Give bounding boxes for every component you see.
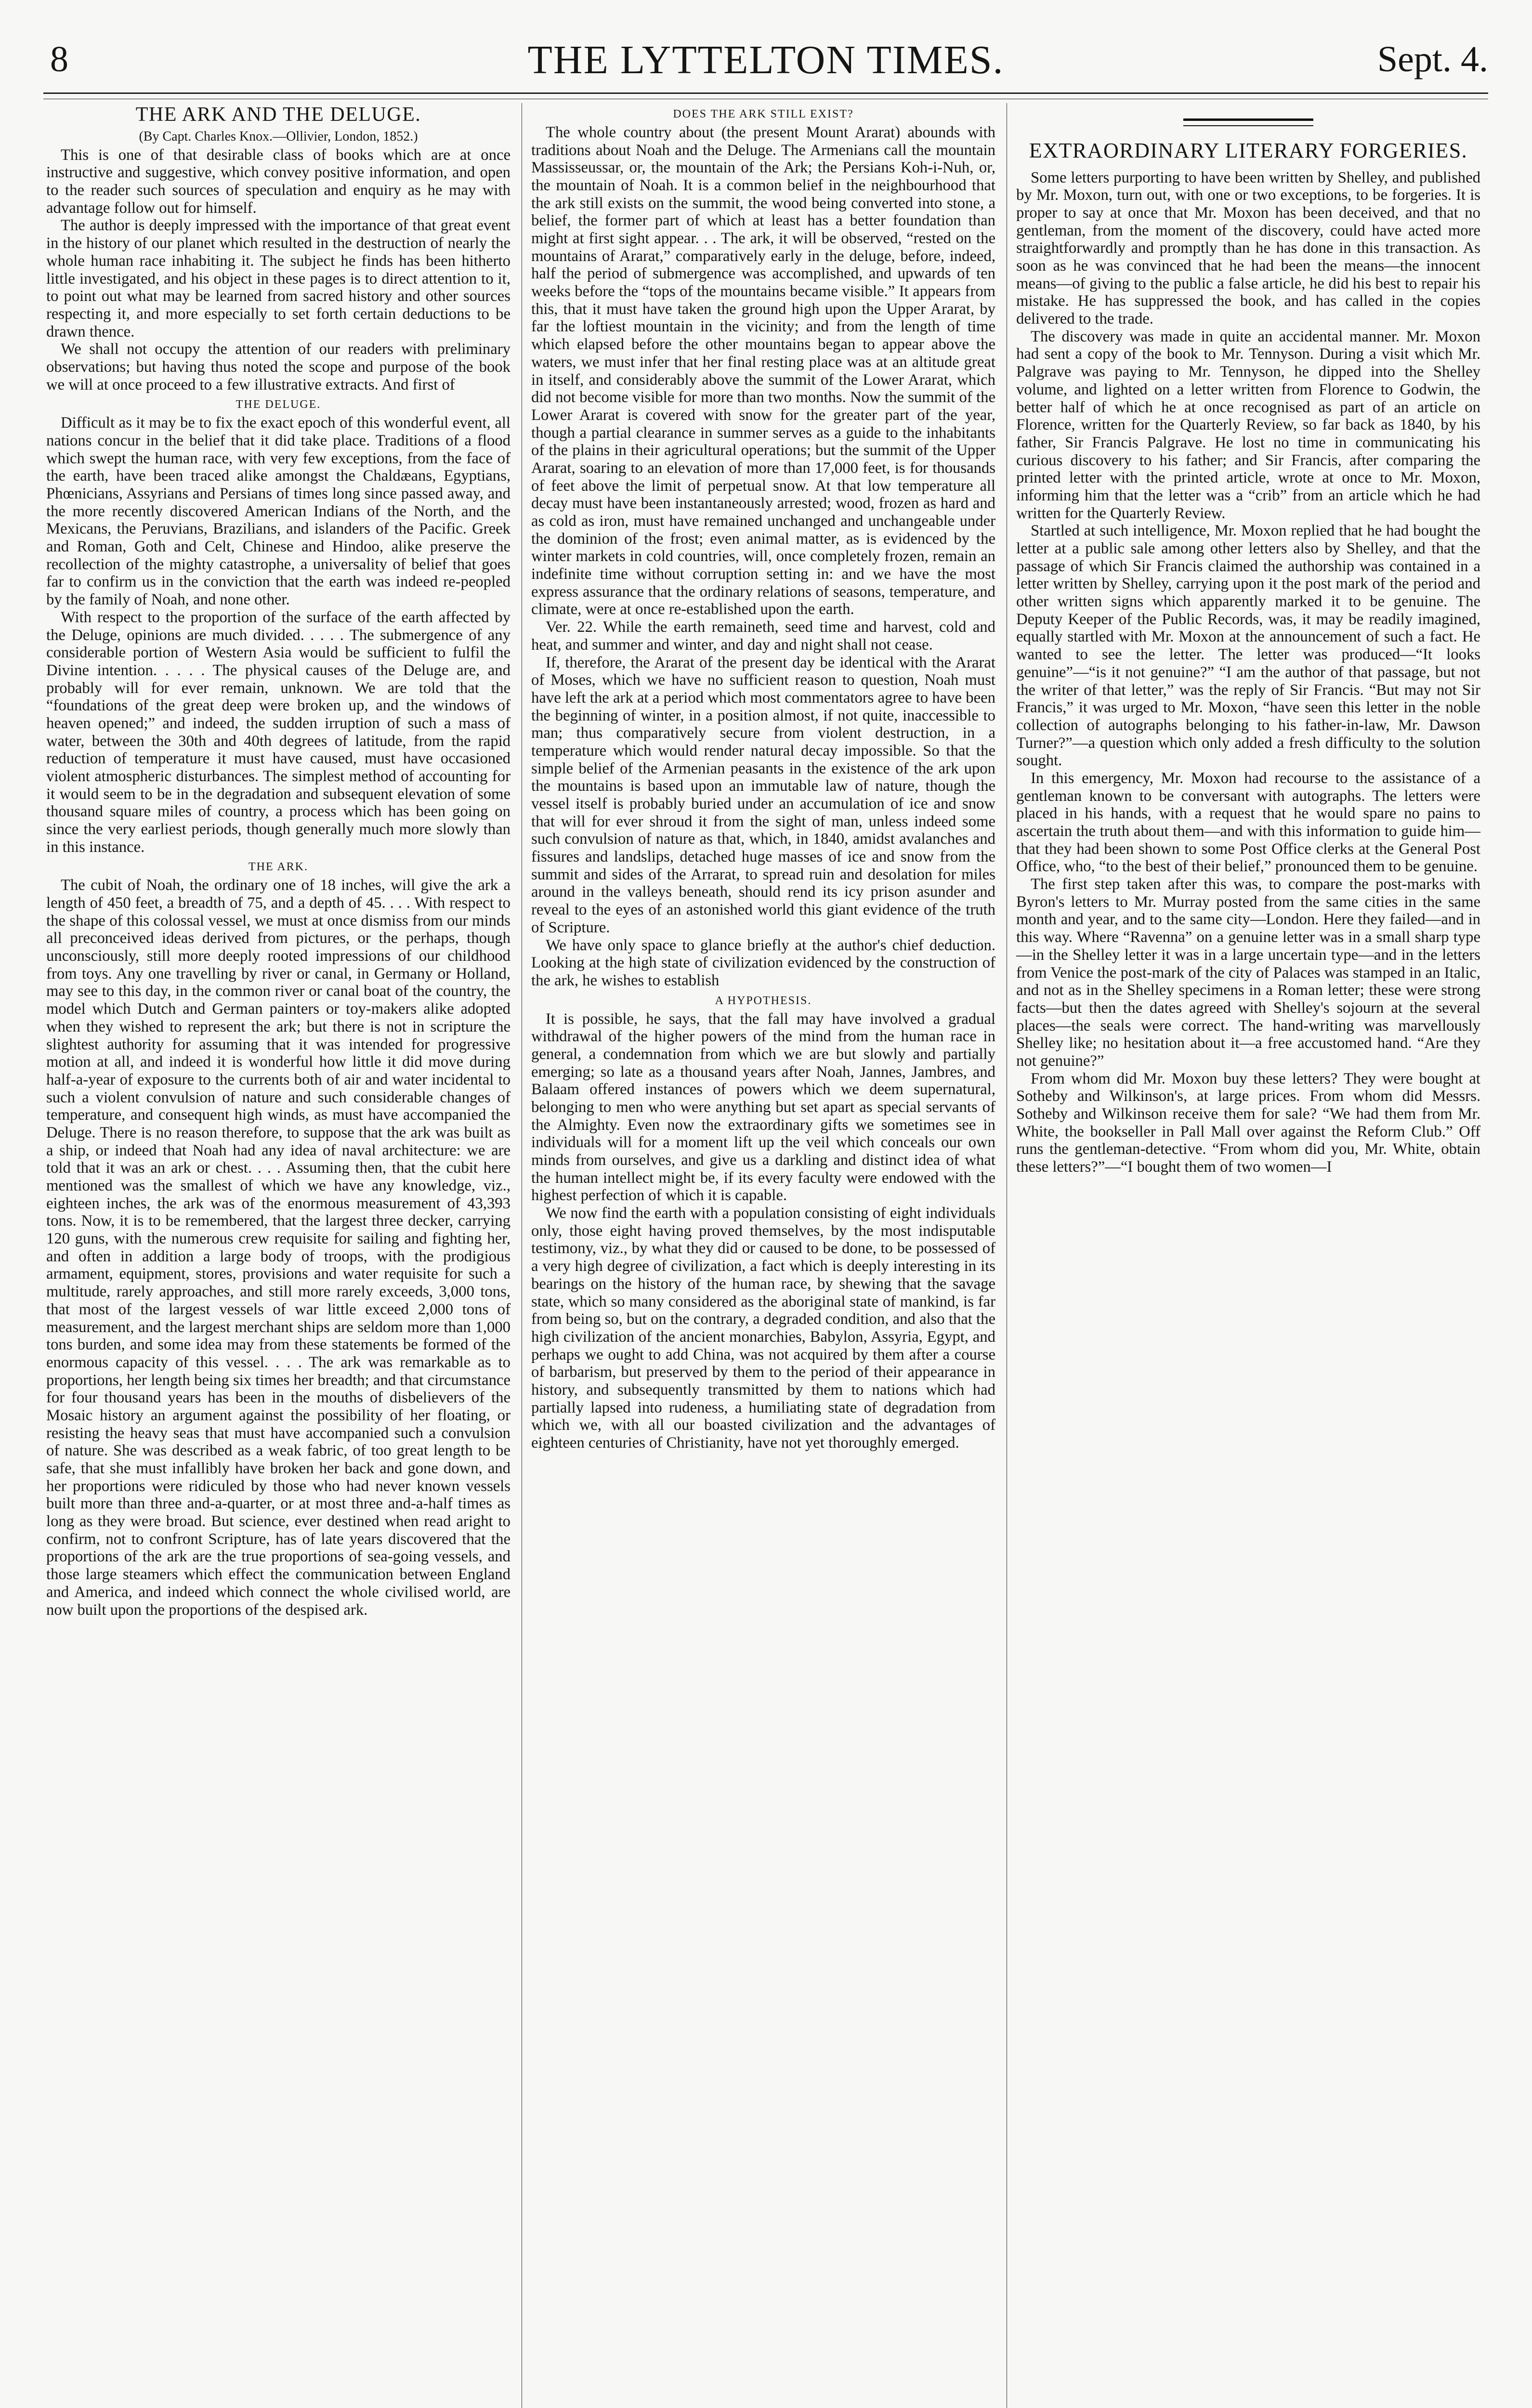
article-title: EXTRAORDINARY LITERARY FORGERIES.: [1029, 139, 1468, 162]
masthead-rule: [43, 92, 1488, 99]
paragraph: The author is deeply impressed with the importance of that great event in the history of our planet which resulted in the destruction of nearly the whole human race inhabiting it. The subject he finds has been hitherto little investigated, and his object in these pages is to direct attention to it, to point out what may be learned from sacred history and other sources respecting it, and more especially to set forth certain deductions to be drawn thence.: [46, 217, 511, 340]
section-heading: A HYPOTHESIS.: [715, 994, 812, 1007]
column-3: [1016, 103, 1480, 1176]
paragraph: With respect to the proportion of the surface of the earth affected by the Deluge, opinions are much divided. . . . . The submergence of any considerable portion of Western Asia would be sufficient to fulfil the Divine intention. . . . . The physical causes of the Deluge are, and probably will for ever remain, unknown. We are told that the “foundations of the great deep were broken up, and the windows of heaven opened;” and indeed, the sudden irruption of such a mass of water, between the 30th and 40th degrees of latitude, from the rapid reduction of temperature it must have caused, must have occasioned violent atmospheric disturbances. The simplest method of accounting for it would seem to be in the degradation and subsequent elevation of some thousand square miles of country, a process which has been going on since the very earliest periods, though generally much more slowly than in this instance.: [46, 608, 511, 856]
article-title: THE ARK AND THE DELUGE.: [135, 104, 421, 126]
column-1: [46, 103, 511, 1619]
newspaper-title: THE LYTTELTON TIMES.: [527, 38, 1004, 82]
paragraph: The first step taken after this was, to compare the post-marks with Byron's letters to Mr. Murray posted from the same cities in the same month and year, and to the same city—London. Here they failed—and in this way. Where “Ravenna” on a genuine letter was in a small sharp type—in the Shelley letter it was in a large uncertain type—and in the letters from Venice the post-mark of the city of Palaces was stamped in an Italic, and not as in the Shelley specimens in a Roman letter; these were strong facts—but then the dates agreed with Shelley's sojourn at the several places—the seals were correct. The hand-writing was marvellously Shelley like; no hesitation about it—a free accustomed hand. “Are they not genuine?”: [1016, 876, 1480, 1070]
paragraph: This is one of that desirable class of books which are at once instructive and suggestive, which convey positive information, and open to the reader such sources of speculation and enquiry as he may with advantage follow out for himself.: [46, 146, 511, 217]
paragraph: We have only space to glance briefly at the author's chief deduction. Looking at the high state of civilization evidenced by the construction of the ark, he wishes to establish: [531, 936, 995, 989]
paragraph: From whom did Mr. Moxon buy these letters? They were bought at Sotheby and Wilkinson's, at large prices. From whom did Messrs. Sotheby and Wilkinson receive them for sale? “We had them from Mr. White, the bookseller in Pall Mall over against the Reform Club.” Off runs the gentleman-detective. “From whom did you, Mr. White, obtain these letters?”—“I bought them of two women—I: [1016, 1070, 1480, 1176]
paragraph: Startled at such intelligence, Mr. Moxon replied that he had bought the letter at a public sale among other letters also by Shelley, and that the passage of which Sir Francis claimed the authorship was contained in a letter written by Shelley, carrying upon it the post mark of the period and other written signs which apparently marked it to be genuine. The Deputy Keeper of the Public Records, was, it may be readily imagined, equally startled with Mr. Moxon at the announcement of such a fact. He wanted to see the letter. The letter was produced—“It looks genuine”—“is it not genuine?” “I am the author of that passage, but not the writer of that letter,” was the reply of Sir Francis. “But may not Sir Francis,” it was urged to Mr. Moxon, “have seen this letter in the noble collection of autographs belonging to his father-in-law, Mr. Dawson Turner?”—a question which only added a fresh difficulty to the solution sought.: [1016, 522, 1480, 770]
paragraph: Some letters purporting to have been written by Shelley, and published by Mr. Moxon, turn out, with one or two exceptions, to be forgeries. It is proper to say at once that Mr. Moxon has been deceived, and that no gentleman, from the moment of the discovery, could have acted more straightforwardly and promptly than he has done in this transaction. As soon as he was convinced that he had been the means—the innocent means—of giving to the public a false article, he did his best to repair his mistake. He has suppressed the book, and has called in the copies delivered to the trade.: [1016, 169, 1480, 328]
paragraph: If, therefore, the Ararat of the present day be identical with the Ararat of Moses, which we have no sufficient reason to question, Noah must have left the ark at a period which most commentators agree to have been the beginning of winter, in a position almost, if not quite, inaccessible to man; thus comparatively secure from violent destruction, in a temperature which would render natural decay impossible. So that the simple belief of the Armenian peasants in the existence of the ark upon the mountains is based upon an immutable law of nature, though the vessel itself is probably buried under an accumulation of ice and snow that will for ever shroud it from the sight of man, unless indeed some such convulsion of nature as that, which, in 1840, amidst avalanches and fissures and landslips, detached huge masses of ice and snow from the summit and sides of the Arrarat, to spread ruin and desolation for miles around in the valleys beneath, should rend its icy prison asunder and reveal to the eyes of an astonished world this giant evidence of the truth of Scripture.: [531, 654, 995, 936]
paragraph: In this emergency, Mr. Moxon had recourse to the assistance of a gentleman known to be conversant with autographs. The letters were placed in his hands, with a request that he would spare no pains to ascertain the truth about them—and with this information to guide him—that they had been shown to some Post Office clerks at the General Post Office, who, “to the best of their belief,” pronounced them to be genuine.: [1016, 769, 1480, 876]
section-heading: THE DELUGE.: [236, 398, 321, 411]
paragraph: We now find the earth with a population consisting of eight individuals only, those eight having proved themselves, by the most indisputable testimony, viz., by what they did or caused to be done, to be possessed of a very high degree of civilization, a fact which is deeply interesting in its bearings on the history of the human race, by shewing that the savage state, which so many considered as the aboriginal state of mankind, is far from being so, but on the contrary, a degraded condition, and also that the high civilization of the ancient monarchies, Babylon, Assyria, Egypt, and perhaps we ought to add China, was not acquired by them after a course of barbarism, but preserved by them to the period of their appearance in history, and subsequently transmitted by them to nations which had partially lapsed into rudeness, a humiliating state of degradation from which we, with all our boasted civilization and the advantages of eighteen centuries of Christianity, have not yet thoroughly emerged.: [531, 1204, 995, 1452]
paragraph: Ver. 22. While the earth remaineth, seed time and harvest, cold and heat, and summer and winter, and day and night shall not cease.: [531, 618, 995, 654]
article-separator: [1183, 118, 1313, 126]
paragraph: The discovery was made in quite an accidental manner. Mr. Moxon had sent a copy of the book to Mr. Tennyson. During a visit which Mr. Palgrave was paying to Mr. Tennyson, he dipped into the Shelley volume, and lighted on a letter written from Florence to Godwin, the better half of which he at once recognised as part of an article on Florence, written for the Quarterly Review, so far back as 1840, by his father, Sir Francis Palgrave. He lost no time in communicating his curious discovery to his father; and Sir Francis, after comparing the printed letter with the printed article, wrote at once to Mr. Moxon, informing him that the letter was a “crib” from an article which he had written for the Quarterly Review.: [1016, 327, 1480, 522]
article-byline: (By Capt. Charles Knox.—Ollivier, London, 1852.): [139, 129, 418, 144]
paragraph: The cubit of Noah, the ordinary one of 18 inches, will give the ark a length of 450 feet, a breadth of 75, and a depth of 45. . . . With respect to the shape of this colossal vessel, we must at once dismiss from our minds all preconceived ideas derived from pictures, or the perhaps, though unconsciously, still more deeply rooted impressions of our childhood from toys. Any one travelling by river or canal, in Germany or Holland, may see to this day, in the common river or canal boat of the country, the model which Dutch and German painters or toy-makers alike adopted when they wished to represent the ark; but there is not in scripture the slightest authority for assuming that it was intended for progressive motion at all, and indeed it is wonderful how little it did move during half-a-year of exposure to the currents both of air and water incidental to such a violent convulsion of nature and such considerable changes of temperature, and consequent high winds, as must have accompanied the Deluge. There is no reason therefore, to suppose that the ark was built as a ship, or indeed that Noah had any idea of naval architecture: we are told that it was an ark or chest. . . . Assuming then, that the cubit here mentioned was the smallest of which we have any knowledge, viz., eighteen inches, the ark was of the enormous measurement of 43,393 tons. Now, it is to be remembered, that the largest three decker, carrying 120 guns, with the numerous crew requisite for sailing and fighting her, and often in addition a large body of troops, with the prodigious armament, equipment, stores, provisions and water requisite for such a multitude, rarely approaches, and still more rarely exceeds, 3,000 tons, that most of the largest vessels of war little exceed 2,000 tons of measurement, and the largest merchant ships are seldom more than 1,000 tons burden, and some idea may from these statements be formed of the enormous capacity of this vessel. . . . The ark was remarkable as to proportions, her length being six times her breadth; and that circumstance for four thousand years has been in the mouths of disbelievers of the Mosaic history an argument against the possibility of her floating, or resisting the heavy seas that must have accompanied such a convulsion of nature. She was described as a weak fabric, of too great length to be safe, that she must infallibly have broken her back and gone down, and her proportions were ridiculed by those who had never known vessels built more than three and-a-quarter, or at most three and-a-half times as long as they were broad. But science, ever destined when read aright to confirm, not to confront Scripture, has of late years discovered that the proportions of the ark are the true proportions of sea-going vessels, and those large steamers which effect the communication between England and America, and indeed which connect the whole civilised world, are now built upon the proportions of the despised ark.: [46, 877, 511, 1619]
section-heading: DOES THE ARK STILL EXIST?: [673, 108, 854, 120]
masthead: [43, 37, 1488, 90]
paragraph: It is possible, he says, that the fall may have involved a gradual withdrawal of the higher powers of the mind from the human race in general, a condemnation from which we are but slowly and partially emerging; so late as a thousand years after Noah, Jannes, Jambres, and Balaam offered instances of powers which we deem supernatural, belonging to men who were anything but set apart as special servants of the Almighty. Even now the extraordinary gifts we sometimes see in individuals will for a moment lift up the veil which conceals our own minds from ourselves, and give us a darkling and distinct idea of what the human intellect might be, if its every faculty were endowed with the highest perfection of which it is capable.: [531, 1010, 995, 1204]
issue-date: Sept. 4.: [1377, 39, 1488, 79]
section-heading: THE ARK.: [249, 861, 308, 874]
column-2: [531, 103, 995, 1452]
paragraph: We shall not occupy the attention of our readers with preliminary observations; but having thus noted the scope and purpose of the book we will at once proceed to a few illustrative extracts. And first of: [46, 340, 511, 393]
paragraph: The whole country about (the present Mount Ararat) abounds with traditions about Noah and the Deluge. The Armenians call the mountain Massisseussar, or, the mountain of the Ark; the Persians Koh-i-Nuh, or, the mountain of Noah. It is a common belief in the neighbourhood that the ark still exists on the summit, the wood being converted into stone, a belief, the former part of which at least has a better foundation than might at first sight appear. . . The ark, it will be observed, “rested on the mountains of Ararat,” comparatively early in the deluge, before, indeed, half the period of submergence was accomplished, and upwards of ten weeks before the “tops of the mountains became visible.” It appears from this, that it must have taken the ground high upon the Upper Ararat, by far the loftiest mountain in the vicinity; and from the length of time which elapsed before the other mountains began to appear above the waters, we must infer that her final resting place was at an altitude great in itself, and considerably above the summit of the Lower Ararat, which did not become visible for more than two months. Now the summit of the Lower Ararat is covered with snow for the greater part of the year, though a partial clearance in summer serves as a guide to the inhabitants of the plains in their agricultural operations; but the summit of the Upper Ararat, soaring to an elevation of more than 17,000 feet, is for thousands of feet above the limit of perpetual snow. At that low temperature all decay must have been instantaneously arrested; wood, frozen as hard and as cold as iron, must have remained unchanged and unchangeable under the dominion of the frost; even animal matter, as is evidenced by the winter markets in cold countries, will, once completely frozen, remain an indefinite time without corruption setting in: and we have the most express assurance that the ordinary relations of seasons, temperature, and climate, were at once re-established upon the earth.: [531, 123, 995, 618]
page-number: 8: [50, 39, 68, 79]
paragraph: Difficult as it may be to fix the exact epoch of this wonderful event, all nations concur in the belief that it did take place. Traditions of a flood which swept the human race, with very few exceptions, from the face of the earth, have been traced alike amongst the Chaldæans, Egyptians, Phœnicians, Assyrians and Persians of times long since passed away, and the more recently discovered American Indians of the North, and the Mexicans, the Peruvians, Brazilians, and islanders of the Pacific. Greek and Roman, Goth and Celt, Chinese and Hindoo, alike preserve the recollection of the mighty catastrophe, a universality of belief that goes far to confirm us in the conviction that the earth was indeed re-peopled by the family of Noah, and none other.: [46, 414, 511, 609]
